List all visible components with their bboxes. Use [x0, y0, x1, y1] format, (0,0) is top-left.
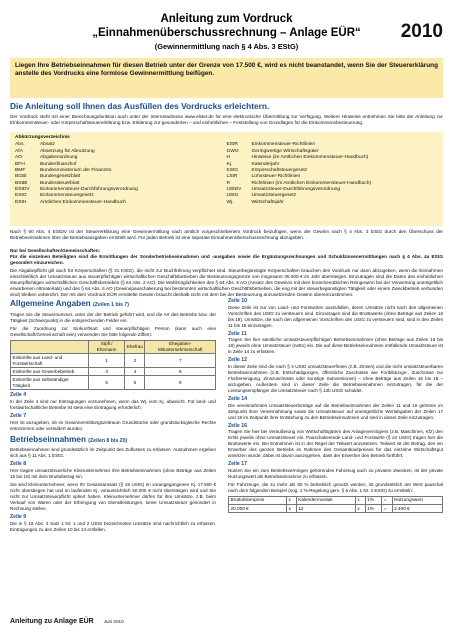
table-cell: 2 [125, 354, 145, 368]
abbreviation-key: Abs. [15, 142, 25, 148]
line8-text-2: Sie sind Kleinunternehmer, wenn Ihr Gesamtumsatz (§ 19 UStG) im vorangegangenen Kj. 17.500 € nicht überstiegen hat und im laufenden Kj. voraussichtlich 50.000 € nicht übersteigen wird und Sie nicht zur Umsatzsteuerpflicht optiert haben. Kleinunternehmer dürfen für ihre Umsätze, z.B. beim Verkauf von Waren oder der Erbringung von Dienstleistungen, keine Umsatzsteuer gesondert in Rechnung stellen. [10, 481, 216, 511]
abbreviation-value: Bundesministerium der Finanzen [40, 167, 112, 173]
abbreviation-value: Kalenderjahr [251, 161, 280, 167]
abbreviation-key: Kj. [226, 161, 233, 167]
line14-heading: Zeile 14 [228, 395, 248, 402]
calc-cell: 20.000 € [229, 505, 287, 513]
line11-heading: Zeile 11 [228, 330, 247, 337]
table-cell: 8 [145, 368, 216, 376]
abbreviation-key: LStR [226, 174, 238, 180]
calc-cell: Nutzungswert [392, 496, 442, 504]
abbreviation-column-right [227, 142, 439, 206]
abbreviation-key: GWG [226, 148, 239, 154]
threshold-notice [10, 58, 443, 98]
abbreviation-key: EStH [15, 199, 27, 205]
line11-text: Tragen Sie hier sämtliche umsatzsteuerpflichtigen Betriebseinnahmen (ohne Beträge aus Zeilen 16 bis 18) jeweils ohne Umsatzsteuer (netto) ein. Die auf diese Betriebseinnahmen entfallende Umsatzsteuer ist in Zeile 14 zu erfassen. [228, 337, 443, 355]
abbreviation-value: Umsatzsteuer-Durchführungsverordnung [251, 187, 341, 192]
abbreviation-value: Lohnsteuer-Richtlinien [251, 174, 301, 180]
line14-text: Die vereinnahmten Umsatzsteuerbeträge auf die Betriebseinnahmen der Zeilen 11 und 16 gehören im Zeitpunkt ihrer Vereinnahmung sowie die Umsatzsteuer auf unentgeltliche Wertabgaben der Zeilen 17 und 18 im Zeitpunkt ihrer Entstehung zu den Betriebseinnahmen und sind in dieser Zeile einzutragen. [228, 402, 443, 420]
general-info-text-2: Für die Zuordnung zur Einkunftsart und steuerpflichtigen Person (kann auch eine Gesellschaft/Gemeinschaft sein) verwenden Sie bitte folgende Ziffern: [10, 325, 216, 337]
left-column [10, 298, 216, 533]
calc-cell: x [355, 496, 365, 504]
abbreviation-entry [227, 200, 439, 206]
line10-heading: Zeile 10 [228, 298, 248, 304]
help-intro: Der Vordruck steht mit einer Berechnungsfunktion auch unter der Internetadresse www.elster.de für eine elektronische Übermittlung zur Verfügung. Weitere Hinweise entnehmen Sie bitte der Anleitung zur Einkommensteuer- oder Körperschaftsteuererklärung bzw. Erklärung zur gesonderten – und einheitlichen – Feststellung von Grundlagen für die Einkommensbesteuerung. [10, 114, 443, 126]
line9-text: Die in § 19 Abs. 3 Satz 1 Nr. 1 und 2 UStG bezeichneten Umsätze sind nachrichtlich zu erfassen. Eintragungen zu den Zeilen 10 bis 14 entfallen. [10, 520, 216, 532]
page-title-line1: Anleitung zum Vordruck [160, 13, 293, 25]
abbreviation-key: BStBl [15, 180, 28, 186]
income-type-table [10, 340, 216, 391]
calc-cell: x [355, 505, 365, 513]
abbreviation-value: Bundesgesetzblatt [40, 174, 81, 180]
right-column [228, 298, 443, 513]
table-header: Ehegatten-Mitunternehmerschaft [145, 340, 216, 354]
partnerships-heading: Nur bei Gesellschaften/Gemeinschaften: [10, 248, 101, 253]
line17-heading: Zeile 17 [228, 461, 248, 468]
line4-text: In der Zeile 4 sind nur Eintragungen vorzunehmen, wenn das Wj. vom Kj. abweicht. Für land- und forstwirtschaftliche Betriebe ist stets eine Eintragung erforderlich. [10, 399, 216, 411]
calc-cell: Bruttolistenpreis [229, 496, 287, 504]
calc-cell: x [286, 496, 296, 504]
threshold-notice-text: Liegen Ihre Betriebseinnahmen für diesen Betrieb unter der Grenze von 17.500 €, wird es nicht beanstandet, wenn Sie der Steuererklärung anstelle des Vordrucks eine formlose Gewinnermittlung beifügen. [15, 62, 438, 78]
abbreviation-heading: Abkürzungsverzeichnis [15, 135, 70, 140]
calc-row-example [229, 505, 443, 513]
abbreviation-key: Wj. [226, 199, 234, 205]
table-row [11, 368, 216, 376]
line17-text-2: Für Fahrzeuge, die zu mehr als 50 % betrieblich genutzt werden, ist grundsätzlich der Wert pauschal nach dem folgenden Beispiel (sog. 1 %-Regelung gem. § 6 Abs. 1 Nr. 4 EStG) zu ermitteln: [228, 481, 443, 493]
line4-heading: Zeile 4 [10, 392, 27, 399]
paragraph-partnerships [10, 248, 443, 266]
abbreviation-key: EStG [15, 193, 27, 199]
line7-heading: Zeile 7 [10, 413, 27, 419]
table-row [11, 354, 216, 368]
abbreviation-column-left [15, 142, 227, 206]
table-header: Stpfl./ Ehemann [88, 340, 124, 354]
abbreviation-value: Umsatzsteuergesetz [251, 193, 297, 199]
partnerships-text: Für die einzelnen Beteiligten sind die Ermittlungen der Sonderbetriebseinnahmen und -ausgaben sowie die Ergänzungsrechnungen und Schuldzinsenermittlungen nach § 4 Abs. 4a EStG gesondert einzureichen. [10, 254, 443, 266]
table-row-label: Einkünfte aus Gewerbebetrieb [11, 368, 89, 376]
abbreviation-value: Einkommensteuer-Richtlinien [251, 142, 316, 148]
table-header [11, 340, 89, 354]
calc-cell: 2.400 € [392, 505, 442, 513]
abbreviation-key: BFH [15, 161, 25, 167]
footer-date: Juni 2010 [103, 619, 124, 624]
table-row-label: Einkünfte aus Land- und Forstwirtschaft [11, 354, 89, 368]
line10-text: Diese Zeile ist nur von Land- und Forstwirten auszufüllen, deren Umsätze nicht nach den allgemeinen Vorschriften des UStG zu versteuern sind. Einzutragen sind die Bruttowerte (ohne Beträge aus Zeilen 16 bis 18). Umsätze, die nach den allgemeinen Vorschriften des UStG zu versteuern sind, sind in den Zeilen 11 bis 18 einzutragen. [228, 304, 443, 328]
table-cell: 6 [125, 376, 145, 390]
income-text: Betriebseinnahmen sind grundsätzlich im Zeitpunkt des Zuflusses zu erfassen. Ausnahmen ergeben sich aus § 11 Abs. 1 EStG. [10, 447, 216, 459]
table-cell: 3 [88, 368, 124, 376]
abbreviation-key: UStDV [226, 187, 242, 192]
income-heading: Betriebseinnahmen (Zeilen 8 bis 20) [10, 434, 128, 444]
calc-cell: 1% [365, 496, 382, 504]
line17-text: Nutzen Sie ein zum Betriebsvermögen gehörendes Fahrzeug auch zu privaten Zwecken, ist der private Nutzungswert als Betriebseinnahme zu erfassen. [228, 467, 443, 479]
general-info-text-1: Tragen Sie die Steuernummer, unter der der Betrieb geführt wird, und die Art des Betriebs bzw. der Tätigkeit (Schwerpunkt) in die entsprechenden Felder ein. [10, 311, 216, 323]
abbreviation-key: BMF [15, 167, 26, 173]
abbreviation-key: H [226, 155, 231, 161]
page-footer [10, 617, 124, 626]
line16-text: Tragen Sie hier bei Veräußerung von Wirtschaftsgütern des Anlagevermögens (z.B. Maschinen, Kfz) den Erlös jeweils ohne Umsatzsteuer ein. Pauschalierende Land- und Forstwirte (§ 24 UStG) tragen hier die Bruttowerte ein. Bei Entnahmen ist in der Regel der Teilwert anzusetzen. Teilwert ist der Betrag, den ein Erwerber des ganzen Betriebs im Rahmen des Gesamtkaufpreises für das einzelne Wirtschaftsgut ansetzen würde; dabei ist davon auszugehen, dass der Erwerber den Betrieb fortführt. [228, 429, 443, 459]
abbreviation-value: Geringwertige Wirtschaftsgüter [251, 148, 319, 154]
abbreviation-key: AfA [15, 148, 23, 154]
table-cell: 7 [145, 354, 216, 368]
footer-title: Anleitung zu Anlage EÜR [10, 618, 94, 625]
page-title-line2: „Einnahmenüberschussrechnung – Anlage EÜR“ [92, 27, 361, 39]
abbreviation-box [10, 132, 443, 226]
page-header [0, 6, 453, 56]
abbreviation-value: Einkommensteuergesetz [40, 193, 94, 199]
line12-heading: Zeile 12 [228, 357, 248, 364]
abbreviation-value: Richtlinien (im Amtlichen Einkommensteuer-Handbuch) [251, 180, 372, 186]
abbreviation-key: UStG [226, 193, 239, 199]
calc-cell: = [382, 505, 392, 513]
line16-heading: Zeile 16 [228, 422, 248, 429]
calc-cell: 12 [296, 505, 355, 513]
year-label: 2010 [400, 21, 443, 42]
abbreviation-entry [15, 200, 227, 206]
line8-heading: Zeile 8 [10, 461, 27, 468]
abbreviation-key: EStDV [15, 187, 30, 192]
calc-row-labels [229, 496, 443, 504]
abbreviation-key: KStG [226, 167, 239, 173]
abbreviation-key: AO [15, 155, 23, 161]
calc-cell: Kalendermonate [296, 496, 355, 504]
abbreviation-value: Bundessteuerblatt [40, 180, 80, 186]
abbreviation-value: Körperschaftsteuergesetz [251, 167, 308, 173]
table-cell: 9 [145, 376, 216, 390]
paragraph-corporations: Die Abgabepflicht gilt auch für Körperschaften (§ 31 KStG), die nicht zur Buchführung verpflichtet sind. Steuerbegünstigte Körperschaften brauchen den Vordruck nur dann abzugeben, wenn die Einnahmen einschließlich der Umsatzsteuer aus steuerpflichtigen wirtschaftlichen Geschäftsbetrieben die Besteuerungsgrenze von insgesamt 35.000 € im Jahr übersteigen. Einzutragen sind die Daten des einheitlichen steuerpflichtigen wirtschaftlichen Geschäftsbetriebes (§ 64 Abs. 2 AO). Die Wahlmöglichkeiten des § 64 Abs. 5 AO (Ansatz des Gewinns mit dem branchenüblichen Reingewinn bei der Verwertung unentgeltlich erworbenen Altmaterials) und des § 64 Abs. 6 AO (Gewinnpauschalierung bei bestimmten wirtschaftlichen Geschäftsbetrieben, die eng mit der steuerbegünstigten Tätigkeit oder einem Zweckbetrieb verbunden sind) bleiben unberührt. Der mit dem Vordruck EÜR ermittelte Gewinn braucht deshalb nicht mit dem bei der Besteuerung anzusetzenden Gewinn übereinzustimmen. [10, 268, 443, 298]
line12-text: In dieser Zeile sind die nach § 4 UStG umsatzsteuerfreien (z.B. Zinsen) und die nicht umsatzsteuerbaren Betriebseinnahmen (z.B. Entschädigungen, öffentliche Zuschüsse wie Fortbildungs-, Zuschüsse zur Flurbereinigung, Zinszuschüsse oder sonstige Subventionen) – ohne Beträge aus Zeilen 16 bis 18 – anzugeben. Außerdem sind in dieser Zeile die Betriebseinnahmen einzutragen, für die der Leistungsempfänger die Umsatzsteuer nach § 13b UStG schuldet. [228, 364, 443, 393]
table-header: Ehefrau [125, 340, 145, 354]
table-cell: 1 [88, 354, 124, 368]
abbreviation-key: R [226, 180, 231, 186]
table-cell: 4 [125, 368, 145, 376]
line7-text: Hier ist anzugeben, ob im Gewinnermittlungszeitraum Grundstücke oder grundstücksgleiche Rechte entnommen oder veräußert wurden. [10, 419, 216, 431]
abbreviation-value: Hinweise (im Amtlichen Einkommensteuer-Handbuch) [251, 155, 369, 161]
abbreviation-value: Bundesfinanzhof [40, 161, 77, 167]
paragraph-obligation: Nach § 60 Abs. 4 EStDV ist der Steuererklärung eine Gewinnermittlung nach amtlich vorgeschriebenem Vordruck beizufügen, wenn der Gewinn nach § 4 Abs. 3 EStG durch den Überschuss der Betriebseinnahmen über die Betriebsausgaben ermittelt wird. Für jeden Betrieb ist eine separate Einnahmenüberschussrechnung abzugeben. [10, 229, 443, 241]
calc-cell: = [382, 496, 392, 504]
line8-text: Hier tragen umsatzsteuerliche Kleinunternehmer ihre Betriebseinnahmen (ohne Beträge aus Zeilen 15 bis 18) mit dem Bruttobetrag ein. [10, 468, 216, 479]
abbreviation-value: Amtliches Einkommensteuer-Handbuch [40, 199, 126, 205]
abbreviation-key: BGBl [15, 174, 27, 180]
abbreviation-value: Wirtschaftsjahr [251, 199, 284, 205]
table-row [11, 376, 216, 390]
usage-value-calculation [228, 496, 443, 514]
abbreviation-value: Absetzung für Abnutzung [40, 148, 95, 154]
calc-cell: x [286, 505, 296, 513]
calc-cell: 1% [365, 505, 382, 513]
help-heading: Die Anleitung soll Ihnen das Ausfüllen des Vordrucks erleichtern. [10, 101, 270, 111]
abbreviation-value: Einkommensteuer-Durchführungsverordnung [40, 187, 138, 192]
abbreviation-value: Absatz [40, 142, 55, 148]
general-info-heading: Allgemeine Angaben (Zeilen 1 bis 7) [10, 299, 130, 308]
abbreviation-value: Abgabenordnung [40, 155, 78, 161]
abbreviation-key: EStR [226, 142, 238, 148]
page-subtitle: (Gewinnermittlung nach § 4 Abs. 3 EStG) [154, 42, 299, 51]
table-cell: 5 [88, 376, 124, 390]
table-row-label: Einkünfte aus selbständiger Tätigkeit [11, 376, 89, 390]
line9-heading: Zeile 9 [10, 513, 27, 520]
